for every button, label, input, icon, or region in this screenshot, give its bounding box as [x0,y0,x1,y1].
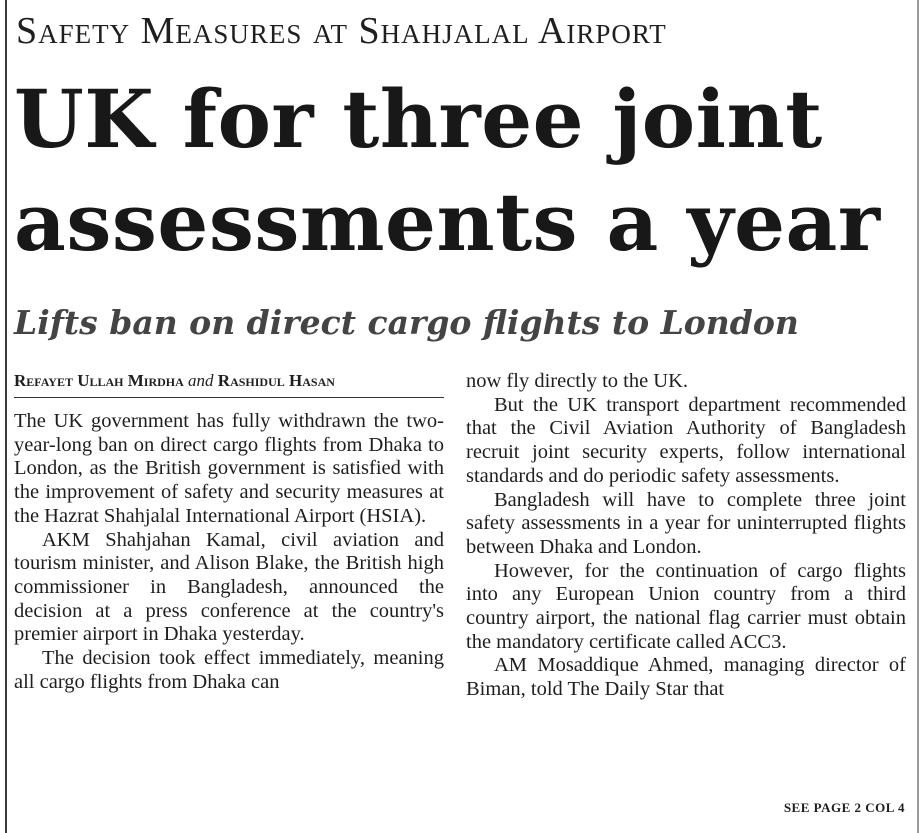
paragraph: The UK government has fully withdrawn the two-year-long ban on direct cargo flights from Dhaka to London, as the British government is satisfied with the improvement of safety and security measures at the Hazrat Shahjalal International Airport (HSIA). [14,410,444,527]
right-edge-rule [917,0,919,833]
left-column-rule [5,0,7,833]
byline [14,370,444,398]
deck: Lifts ban on direct cargo flights to London [14,303,799,342]
headline: UK for three joint assessments a year [14,72,881,269]
paragraph: The decision took effect immediately, meaning all cargo flights from Dhaka can [14,647,444,693]
paragraph: AKM Shahjahan Kamal, civil aviation and tourism minister, and Alison Blake, the British high commissioner in Bangladesh, announced the decision at a press conference at the country's premier airport in Dhaka yesterday. [14,528,444,646]
byline-conjunction: and [188,371,214,390]
paragraph: Bangladesh will have to complete three joint safety assessments in a year for uninterrupted flights between Dhaka and London. [466,488,906,558]
paragraph: now fly directly to the UK. [466,370,689,392]
byline-author: Rashidul Hasan [217,371,335,390]
paragraph: AM Mosaddique Ahmed, managing director of Biman, told The Daily Star that [466,654,906,701]
kicker: Safety Measures at Shahjalal Airport [16,10,667,52]
right-column [466,370,906,702]
paragraph: However, for the continuation of cargo flights into any European Union country from a third country airport, the national flag carrier must obtain the mandatory certificate called ACC3. [466,559,906,653]
continued-jump-label: SEE PAGE 2 COL 4 [783,800,905,815]
paragraph: But the UK transport department recommended that the Civil Aviation Authority of Bangladesh recruit joint security experts, follow international standards and do periodic safety assessments. [466,393,906,487]
byline-author: Refayet Ullah Mirdha [14,371,184,390]
left-column [14,370,444,694]
